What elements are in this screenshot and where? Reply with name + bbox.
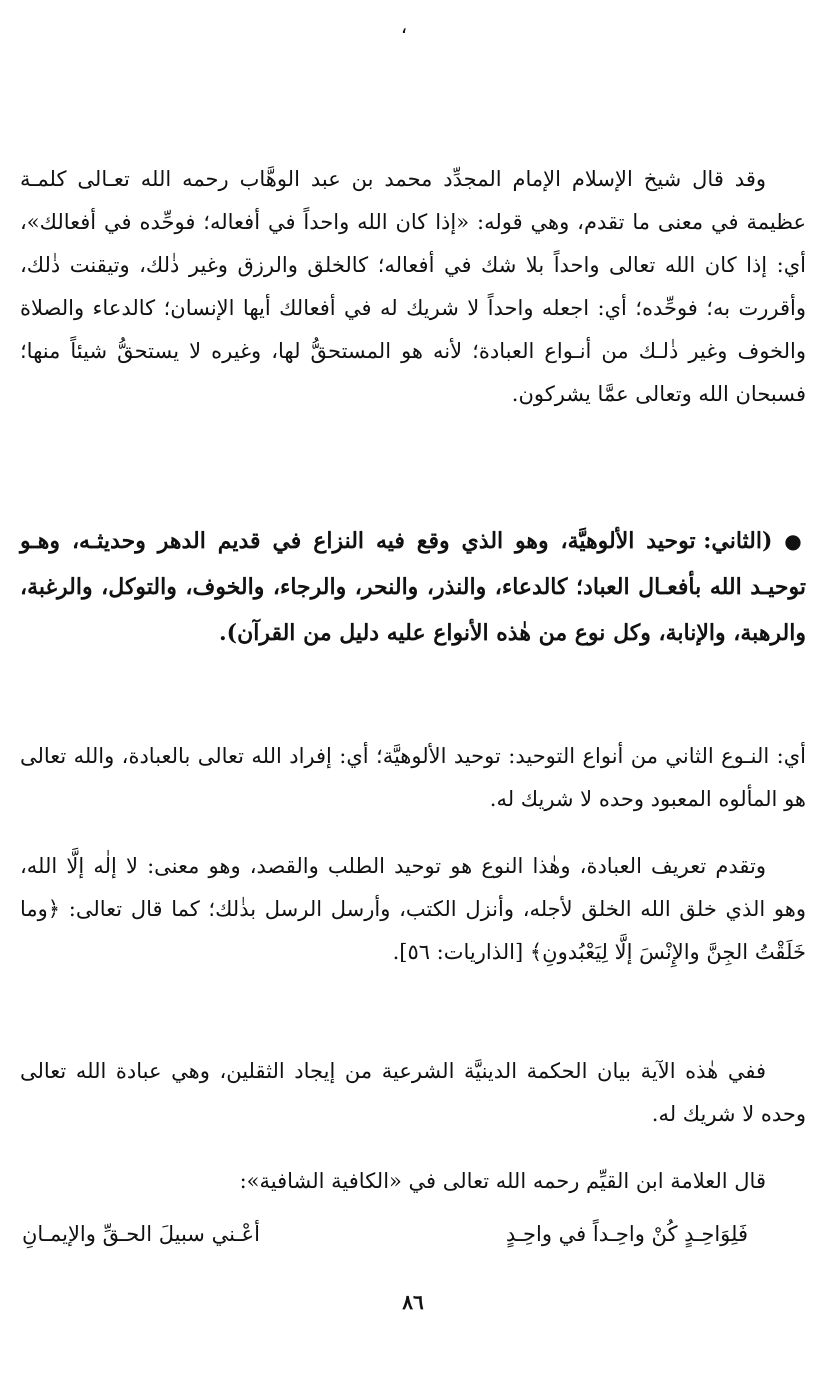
paragraph-3 [20, 735, 806, 821]
paragraph-6-text: قال العلامة ابن القيِّم رحمه الله تعالى في «الكافية الشافية»: [239, 1169, 766, 1193]
paragraph-1 [20, 158, 806, 416]
paragraph-5 [20, 1050, 806, 1136]
paragraph-4 [20, 845, 806, 974]
page-number: ٨٦ [402, 1290, 424, 1314]
paragraph-5-text: ففي هٰذه الآية بيان الحكمة الدينيَّة الشرعية من إيجاد الثقلين، وهي عبادة الله تعالى وحده لا شريك له. [20, 1059, 806, 1126]
paragraph-6 [20, 1160, 806, 1203]
top-mark: ، [400, 14, 408, 38]
verse-second-hemistich: أعْـني سبيلَ الحـقِّ والإيمـانِ [22, 1222, 260, 1246]
poetry-verse [20, 1212, 806, 1256]
verse-first-hemistich: فَلِوَاحِـدٍ كُنْ واحِـداً في واحِـدٍ [505, 1222, 748, 1246]
paragraph-2-matn [20, 518, 806, 656]
paragraph-2-text: (الثاني: توحيد الألوهيَّة، وهو الذي وقع فيه النزاع في قديم الدهر وحديثـه، وهـو توحيـد الله بأفعـال العباد؛ كالدعاء، والنذر، والنحر، والرجاء، والخوف، والتوكل، والرغبة، والرهبة، والإنابة، وكل نوع من هٰذه الأنواع عليه دليل من القرآن). [20, 528, 806, 646]
paragraph-1-text: وقد قال شيخ الإسلام الإمام المجدِّد محمد بن عبد الوهَّاب رحمه الله تعـالى كلمـة عظيمة في معنى ما تقدم، وهي قوله: «إذا كان الله واحداً في أفعاله؛ فوحِّده في أفعالك»، أي: إذا كان الله تعالى واحداً بلا شك في أفعاله؛ كالخلق والرزق وغير ذٰلك، وتيقنت ذٰلك، وأقررت به؛ فوحِّده؛ أي: اجعله واحداً لا شريك له في أفعالك أيها الإنسان؛ كالدعاء والصلاة والخوف وغير ذٰلـك من أنـواع العبادة؛ لأنه هو المستحقُّ لها، وغيره لا يستحقُّ شيئاً منها؛ فسبحان الله وتعالى عمَّا يشركون. [20, 167, 806, 406]
bullet-icon: ● [784, 529, 806, 553]
paragraph-3-text: أي: النـوع الثاني من أنواع التوحيد: توحيد الألوهيَّة؛ أي: إفراد الله تعالى بالعبادة، والله تعالى هو المألوه المعبود وحده لا شريك له. [20, 744, 806, 811]
paragraph-4-text: وتقدم تعريف العبادة، وهٰذا النوع هو توحيد الطلب والقصد، وهو معنى: لا إلٰه إلَّا الله، وهو الذي خلق الله الخلق لأجله، وأنزل الكتب، وأرسل الرسل بذٰلك؛ كما قال تعالى: ﴿وما خَلَقْتُ الجِنَّ والإِنْسَ إلَّا لِيَعْبُدونِ﴾ [الذاريات: ٥٦]. [20, 854, 806, 964]
